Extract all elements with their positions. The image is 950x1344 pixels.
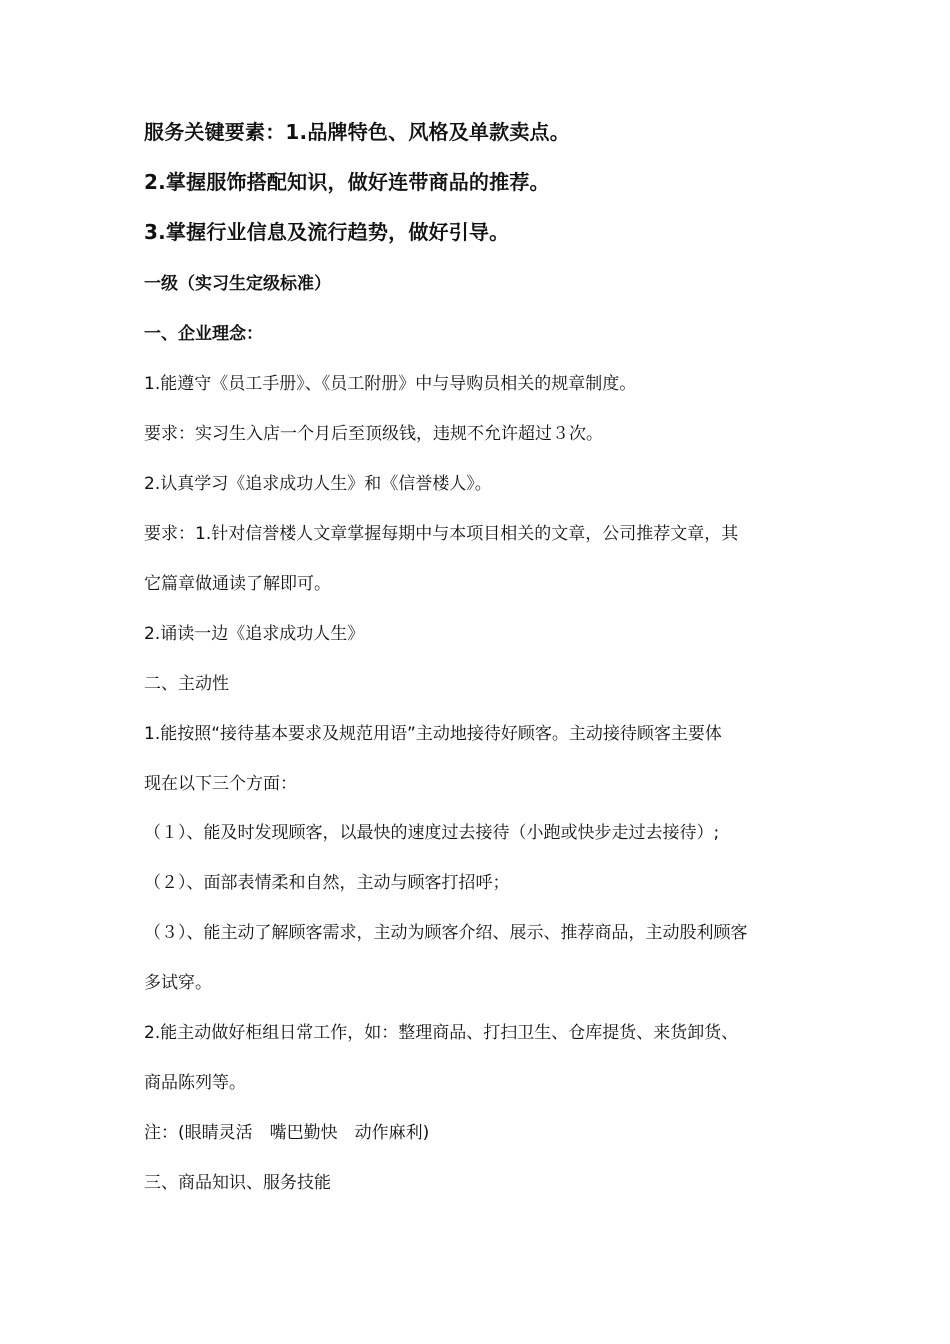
key-element-2: 2.掌握服饰搭配知识，做好连带商品的推荐。 bbox=[144, 170, 550, 194]
section-heading-corporate-philosophy: 一、企业理念： bbox=[144, 324, 263, 344]
section-heading-product-knowledge: 三、商品知识、服务技能 bbox=[144, 1173, 331, 1193]
paragraph-line: 1.能按照“接待基本要求及规范用语”主动地接待好顾客。主动接待顾客主要体 bbox=[144, 724, 722, 744]
list-item: （２）、面部表情柔和自然，主动与顾客打招呼； bbox=[144, 873, 510, 893]
list-item: （３）、能主动了解顾客需求，主动为顾客介绍、展示、推荐商品，主动股利顾客 bbox=[144, 923, 748, 943]
paragraph-line: 多试穿。 bbox=[144, 973, 212, 993]
paragraph-line: 2.能主动做好柜组日常工作，如：整理商品、打扫卫生、仓库提货、来货卸货、 bbox=[144, 1023, 739, 1043]
paragraph-line: 要求：实习生入店一个月后至顶级钱，违规不允许超过３次。 bbox=[144, 424, 603, 444]
section-heading-initiative: 二、主动性 bbox=[144, 674, 229, 694]
note-line: 注：(眼睛灵活 嘴巴勤快 动作麻利) bbox=[144, 1123, 430, 1143]
paragraph-line: 要求：1.针对信誉楼人文章掌握每期中与本项目相关的文章，公司推荐文章，其 bbox=[144, 524, 739, 544]
paragraph-line: 它篇章做通读了解即可。 bbox=[144, 574, 331, 594]
key-element-3: 3.掌握行业信息及流行趋势，做好引导。 bbox=[144, 220, 510, 244]
key-elements-heading: 服务关键要素：1.品牌特色、风格及单款卖点。 bbox=[144, 120, 570, 144]
paragraph-line: 1.能遵守《员工手册》、《员工附册》中与导购员相关的规章制度。 bbox=[144, 374, 637, 394]
paragraph-line: 2.认真学习《追求成功人生》和《信誉楼人》。 bbox=[144, 474, 492, 494]
paragraph-line: 现在以下三个方面： bbox=[144, 774, 297, 794]
paragraph-line: 商品陈列等。 bbox=[144, 1073, 246, 1093]
paragraph-line: 2.诵读一边《追求成功人生》 bbox=[144, 624, 365, 644]
list-item: （１）、能及时发现顾客，以最快的速度过去接待（小跑或快步走过去接待）; bbox=[144, 823, 720, 843]
level-one-heading: 一级（实习生定级标准） bbox=[144, 274, 331, 294]
